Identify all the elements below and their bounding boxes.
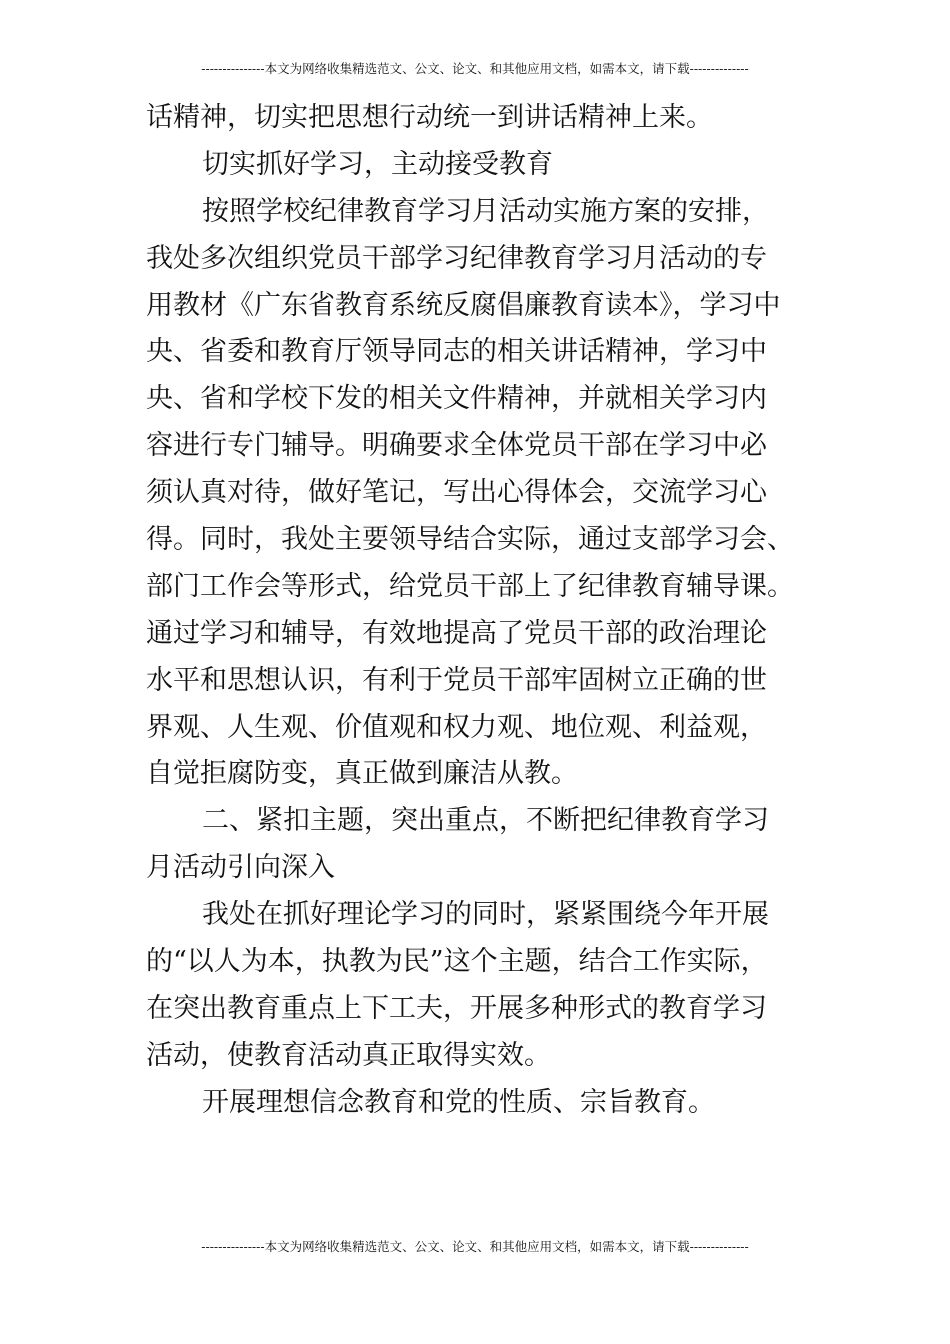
text-line: 的“以人为本，执教为民”这个主题，结合工作实际， xyxy=(146,946,768,978)
text-line: 按照学校纪律教育学习月活动实施方案的安排， xyxy=(202,195,769,227)
text-line: 切实抓好学习，主动接受教育 xyxy=(202,148,553,180)
header-banner: ---------------本文为网络收集精选范文、公文、论文、和其他应用文档，如需本文，请下载-------------- xyxy=(201,61,749,76)
text-line: 活动，使教育活动真正取得实效。 xyxy=(146,1039,551,1071)
text-line: 开展理想信念教育和党的性质、宗旨教育。 xyxy=(202,1086,715,1118)
text-line: 自觉拒腐防变，真正做到廉洁从教。 xyxy=(146,758,578,790)
text-line: 须认真对待，做好笔记，写出心得体会，交流学习心 xyxy=(146,477,767,509)
text-line: 用教材《广东省教育系统反腐倡廉教育读本》，学习中 xyxy=(146,289,781,321)
text-line: 水平和思想认识，有利于党员干部牢固树立正确的世 xyxy=(146,664,767,696)
text-line: 我处多次组织党员干部学习纪律教育学习月活动的专 xyxy=(146,242,767,274)
body-text xyxy=(146,95,810,1127)
text-line: 容进行专门辅导。明确要求全体党员干部在学习中必 xyxy=(146,430,767,462)
text-line: 央、省和学校下发的相关文件精神，并就相关学习内 xyxy=(146,383,767,415)
text-line: 界观、人生观、价值观和权力观、地位观、利益观， xyxy=(146,711,767,743)
text-line: 在突出教育重点上下工夫，开展多种形式的教育学习 xyxy=(146,992,767,1024)
text-line: 央、省委和教育厅领导同志的相关讲话精神，学习中 xyxy=(146,336,767,368)
text-line: 通过学习和辅导，有效地提高了党员干部的政治理论 xyxy=(146,617,767,649)
text-line: 话精神，切实把思想行动统一到讲话精神上来。 xyxy=(146,102,713,133)
footer-banner: ---------------本文为网络收集精选范文、公文、论文、和其他应用文档，如需本文，请下载-------------- xyxy=(201,1239,749,1254)
text-line: 二、紧扣主题，突出重点，不断把纪律教育学习 xyxy=(202,805,769,837)
text-line: 月活动引向深入 xyxy=(146,852,335,884)
text-line: 部门工作会等形式，给党员干部上了纪律教育辅导课。 xyxy=(146,570,794,602)
text-line: 我处在抓好理论学习的同时，紧紧围绕今年开展 xyxy=(202,899,769,931)
text-line: 得。同时，我处主要领导结合实际，通过支部学习会、 xyxy=(146,524,794,556)
